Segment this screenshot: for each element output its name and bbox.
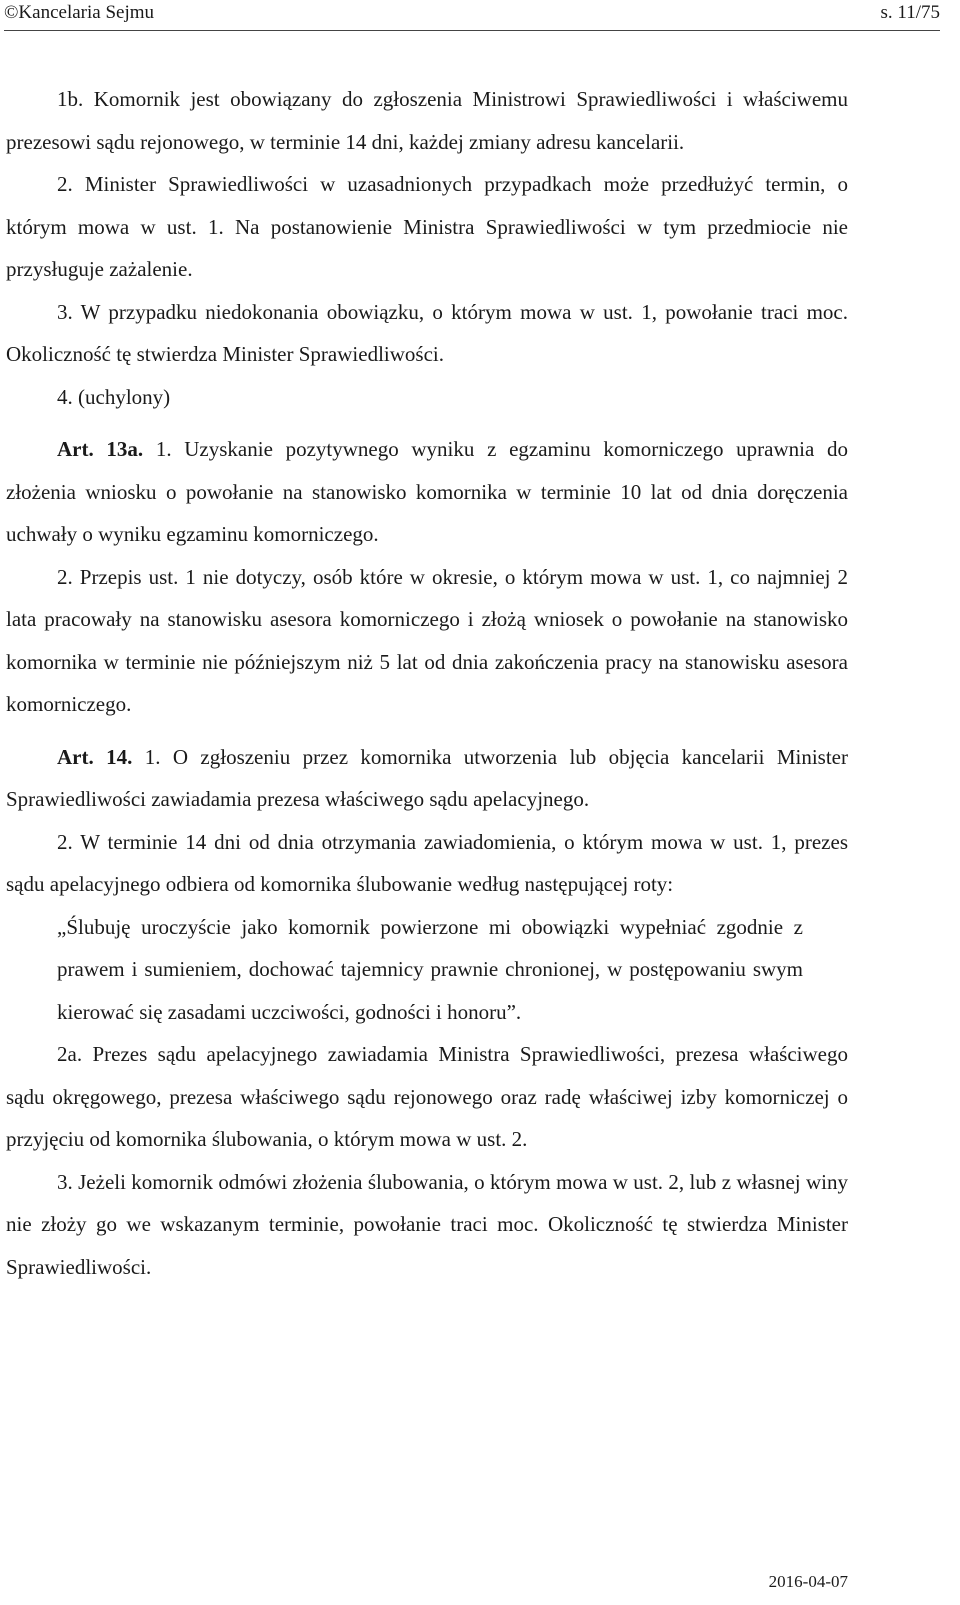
paragraph-1b: 1b. Komornik jest obowiązany do zgłoszenia Ministrowi Sprawiedliwości i właściwemu prezesowi sądu rejonowego, w terminie 14 dni, każdej zmiany adresu kancelarii. xyxy=(6,87,848,154)
article-14-para-3: 3. Jeżeli komornik odmówi złożenia ślubowania, o którym mowa w ust. 2, lub z własnej winy nie złoży go we wskazanym terminie, powołanie traci moc. Okoliczność tę stwierdza Minister Sprawiedliwości. xyxy=(6,1169,848,1279)
article-13a-text-1: 1. Uzyskanie pozytywnego wyniku z egzaminu komorniczego uprawnia do złożenia wniosku o powołanie na stanowisko komornika w terminie 10 lat od dnia doręczenia uchwały o wyniku egzaminu komorniczego. xyxy=(6,437,848,546)
paragraph-4: 4. (uchylony) xyxy=(57,384,171,409)
article-14-label: Art. 14. xyxy=(57,744,133,769)
article-14-para-2: 2. W terminie 14 dni od dnia otrzymania zawiadomienia, o którym mowa w ust. 1, prezes sądu apelacyjnego odbiera od komornika ślubowanie według następującej roty: xyxy=(6,829,848,896)
page-header xyxy=(4,0,940,31)
paragraph-3: 3. W przypadku niedokonania obowiązku, o którym mowa w ust. 1, powołanie traci moc. Okoliczność tę stwierdza Minister Sprawiedliwości. xyxy=(6,299,848,366)
article-14-para-1 xyxy=(6,736,848,821)
header-publisher: ©Kancelaria Sejmu xyxy=(4,2,155,23)
oath-text: „Ślubuję uroczyście jako komornik powierzone mi obowiązki wypełniać zgodnie z prawem i sumieniem, dochować tajemnicy prawnie chronionej, w postępowaniu swym kierować się zasadami uczciwości, godności i honoru”. xyxy=(57,914,803,1024)
article-14-para-2a: 2a. Prezes sądu apelacyjnego zawiadamia Ministra Sprawiedliwości, prezesa właściwego sądu okręgowego, prezesa właściwego sądu rejonowego oraz radę właściwej izby komorniczej o przyjęciu od komornika ślubowania, o którym mowa w ust. 2. xyxy=(6,1042,848,1151)
article-14-text-1: 1. O zgłoszeniu przez komornika utworzenia lub objęcia kancelarii Minister Sprawiedliwości zawiadamia prezesa właściwego sądu apelacyjnego. xyxy=(6,744,848,811)
paragraph-2: 2. Minister Sprawiedliwości w uzasadnionych przypadkach może przedłużyć termin, o którym mowa w ust. 1. Na postanowienie Ministra Sprawiedliwości w tym przedmiocie nie przysługuje zażalenie. xyxy=(6,172,848,281)
page-footer-date: 2016-04-07 xyxy=(768,1572,848,1591)
document-body xyxy=(6,78,848,1288)
article-13a-para-1 xyxy=(6,428,848,556)
article-13a-label: Art. 13a. xyxy=(57,437,144,461)
article-13a-para-2: 2. Przepis ust. 1 nie dotyczy, osób które w okresie, o którym mowa w ust. 1, co najmniej 2 lata pracowały na stanowisku asesora komorniczego i złożą wniosek o powołanie na stanowisko komornika w terminie nie późniejszym niż 5 lat od dnia zakończenia pracy na stanowisku asesora komorniczego. xyxy=(6,564,848,716)
header-page-number: s. 11/75 xyxy=(880,2,940,23)
